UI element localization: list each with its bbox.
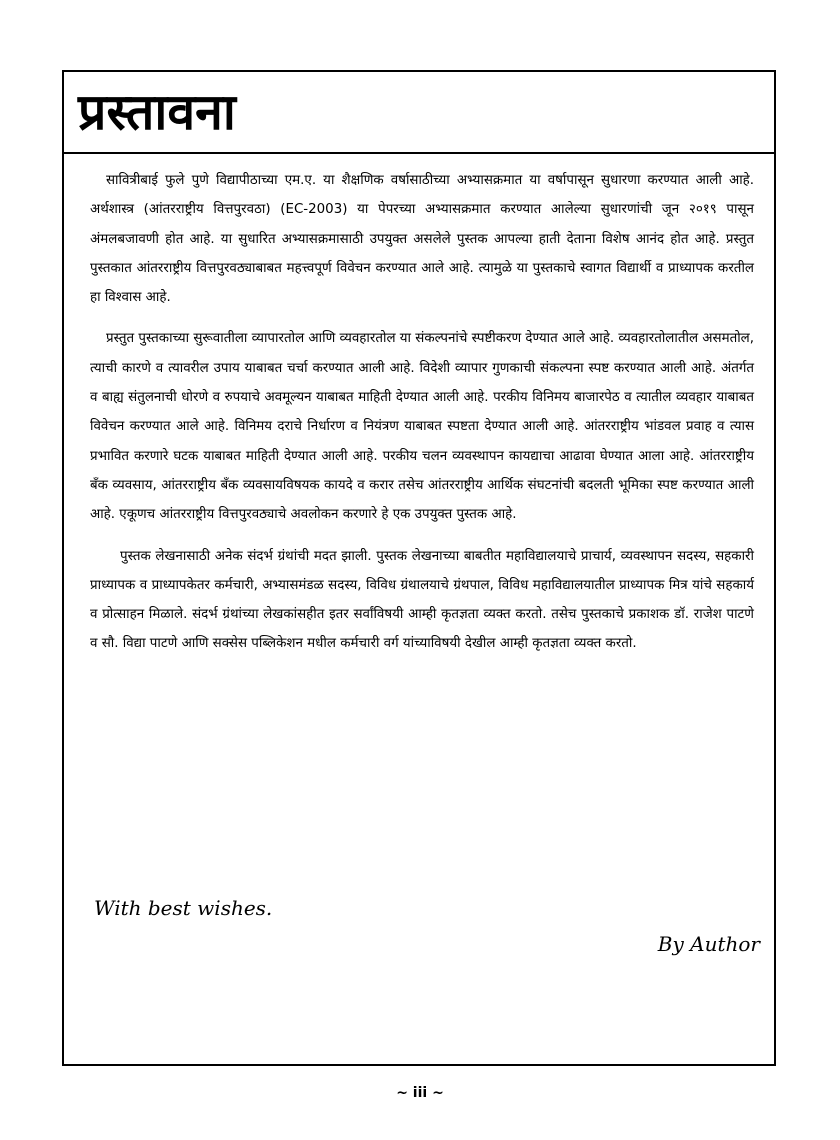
preface-paragraph-3: पुस्तक लेखनासाठी अनेक संदर्भ ग्रंथांची मदत झाली. पुस्तक लेखनाच्या बाबतीत महाविद्यालयाचे प्राचार्य, व्यवस्थापन सदस्य, सहकारी प्राध्यापक व प्राध्यापकेतर कर्मचारी, अभ्यासमंडळ सदस्य, विविध ग्रंथालयाचे ग्रंथपाल, विविध महाविद्यालयातील प्राध्यापक मित्र यांचे सहकार्य व प्रोत्साहन मिळाले. संदर्भ ग्रंथांच्या लेखकांसहीत इतर सर्वांविषयी आम्ही कृतज्ञता व्यक्त करतो. तसेच पुस्तकाचे प्रकाशक डॉ. राजेश पाटणे व सौ. विद्या पाटणे आणि सक्सेस पब्लिकेशन मधील कर्मचारी वर्ग यांच्याविषयी देखील आम्ही कृतज्ञता व्यक्त करतो. <box>90 548 754 652</box>
author-byline: By Author <box>657 932 760 956</box>
page-title: प्रस्तावना <box>78 83 236 141</box>
closing-wishes: With best wishes. <box>94 896 273 920</box>
preface-paragraph-2: प्रस्तुत पुस्तकाच्या सुरूवातीला व्यापारतोल आणि व्यवहारतोल या संकल्पनांचे स्पष्टीकरण देण्यात आले आहे. व्यवहारतोलातील असमतोल, त्याची कारणे व त्यावरील उपाय याबाबत चर्चा करण्यात आली आहे. विदेशी व्यापार गुणकाची संकल्पना स्पष्ट करण्यात आली आहे. अंतर्गत व बाह्य संतुलनाची धोरणे व रुपयाचे अवमूल्यन याबाबत माहिती देण्यात आली आहे. परकीय विनिमय बाजारपेठ व त्यातील व्यवहार याबाबत विवेचन करण्यात आले आहे. विनिमय दराचे निर्धारण व नियंत्रण याबाबत स्पष्टता देण्यात आली आहे. आंतरराष्ट्रीय भांडवल प्रवाह व त्यास प्रभावित करणारे घटक याबाबत माहिती देण्यात आली आहे. परकीय चलन व्यवस्थापन कायद्याचा आढावा घेण्यात आला आहे. आंतरराष्ट्रीय बँक व्यवसाय, आंतरराष्ट्रीय बँक व्यवसायविषयक कायदे व करार तसेच आंतरराष्ट्रीय आर्थिक संघटनांची बदलती भूमिका स्पष्ट करण्यात आली आहे. एकूणच आंतरराष्ट्रीय वित्तपुरवठ्याचे अवलोकन करणारे हे एक उपयुक्त पुस्तक आहे. <box>90 331 755 523</box>
page-number: ~ iii ~ <box>396 1085 444 1101</box>
title-band <box>64 72 774 154</box>
page-frame <box>62 70 776 1066</box>
preface-paragraph-1: सावित्रीबाई फुले पुणे विद्यापीठाच्या एम.ए. या शैक्षणिक वर्षासाठीच्या अभ्यासक्रमात या वर्षापासून सुधारणा करण्यात आली आहे. अर्थशास्त्र (आंतरराष्ट्रीय वित्तपुरवठा) (EC-2003) या पेपरच्या अभ्यासक्रमात करण्यात आलेल्या सुधारणांची जून २०१९ पासून अंमलबजावणी होत आहे. या सुधारित अभ्यासक्रमासाठी उपयुक्त असलेले पुस्तक आपल्या हाती देताना विशेष आनंद होत आहे. प्रस्तुत पुस्तकात आंतरराष्ट्रीय वित्तपुरवठ्याबाबत महत्त्वपूर्ण विवेचन करण्यात आले आहे. त्यामुळे या पुस्तकाचे स्वागत विद्यार्थी व प्राध्यापक करतील हा विश्वास आहे. <box>90 173 754 306</box>
preface-body <box>90 166 754 671</box>
